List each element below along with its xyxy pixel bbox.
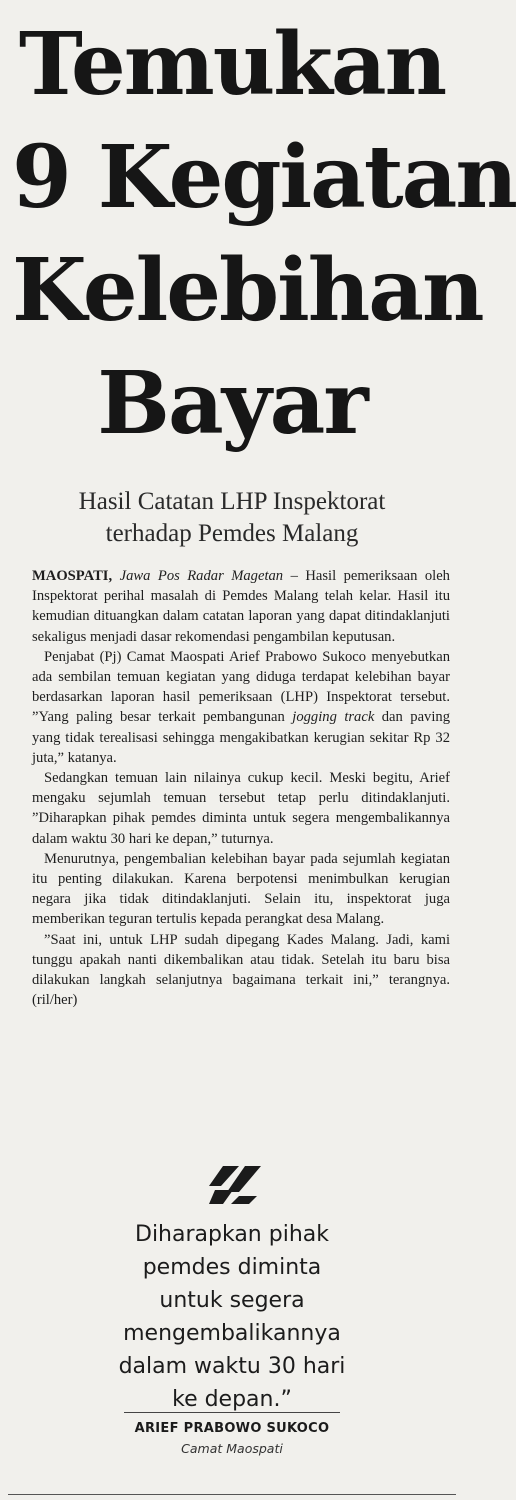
pull-quote-line: mengembalikannya — [123, 1321, 341, 1346]
headline-line-4: Bayar — [97, 353, 367, 454]
quote-divider — [124, 1412, 340, 1413]
headline — [12, 8, 516, 460]
pull-quote-line: dalam waktu 30 hari — [118, 1354, 346, 1379]
paragraph-text: dan paving yang tidak terealisasi sehingga mengakibatkan kerugian sekitar Rp 32 juta,” katanya. — [32, 709, 450, 766]
pull-quote-line: Diharapkan pihak — [135, 1222, 329, 1247]
article-paragraph — [32, 647, 450, 768]
emphasis-text: jogging track — [292, 709, 375, 726]
quote-attribution-title: Camat Maospati — [181, 1441, 283, 1456]
quote-attribution-name: ARIEF PRABOWO SUKOCO — [134, 1421, 330, 1436]
subheadline — [20, 486, 444, 550]
article-paragraph: Sedangkan temuan lain nilainya cukup kecil. Meski begitu, Arief mengaku sejumlah temuan tersebut tetap perlu ditindaklanjuti. ”Diharapkan pihak pemdes diminta untuk segera mengembalikannya dalam waktu 30 hari ke depan,” tuturnya. — [32, 770, 450, 847]
article-body — [32, 566, 450, 1010]
headline-line-2: 9 Kegiatan — [12, 127, 516, 228]
pull-quote-line: pemdes diminta — [142, 1255, 322, 1280]
source-credit: Jawa Pos Radar Magetan — [119, 568, 284, 584]
pull-quote-line: untuk segera — [159, 1288, 305, 1313]
pull-quote-line: ke depan.” — [172, 1387, 292, 1412]
bottom-divider — [8, 1494, 456, 1495]
headline-line-3: Kelebihan — [12, 240, 483, 341]
article-paragraph: Menurutnya, pengembalian kelebihan bayar pada sejumlah kegiatan itu penting dilakukan. Karena berpotensi menimbulkan kerugian negara jika tidak ditindaklanjuti. Selain itu, inspektorat juga memberikan teguran tertulis kepada perangkat desa Malang. — [32, 850, 450, 928]
subheadline-line-2: terhadap Pemdes Malang — [105, 520, 359, 547]
article-paragraph: ”Saat ini, untuk LHP sudah dipegang Kades Malang. Jadi, kami tunggu apakah nanti dikembalikan atau tidak. Setelah itu baru bisa dilakukan langkah selanjutnya bagaimana terkait ini,” terangnya. (ril/her) — [32, 931, 450, 1009]
quote-mark-icon — [209, 1164, 263, 1206]
headline-line-1: Temukan — [18, 14, 446, 115]
pull-quote — [84, 1218, 380, 1416]
dateline: MAOSPATI, — [32, 568, 113, 584]
article-paragraph — [32, 566, 450, 647]
subheadline-line-1: Hasil Catatan LHP Inspektorat — [78, 488, 386, 515]
paragraph-text: Penjabat (Pj) Camat Maospati Arief Prabowo Sukoco menyebutkan ada sembilan temuan kegiatan yang diduga terdapat kelebihan bayar berdasarkan laporan hasil pemeriksaan (LHP) Inspektorat tersebut. ”Yang paling besar terkait pembangunan — [32, 648, 450, 726]
paragraph-text: – Hasil pemeriksaan oleh Inspektorat perihal masalah di Pemdes Malang telah kelar. Hasil itu kemudian dituangkan dalam catatan laporan yang dapat ditindaklanjuti sekaligus menjadi dasar rekomendasi pengambilan keputusan. — [32, 568, 450, 645]
